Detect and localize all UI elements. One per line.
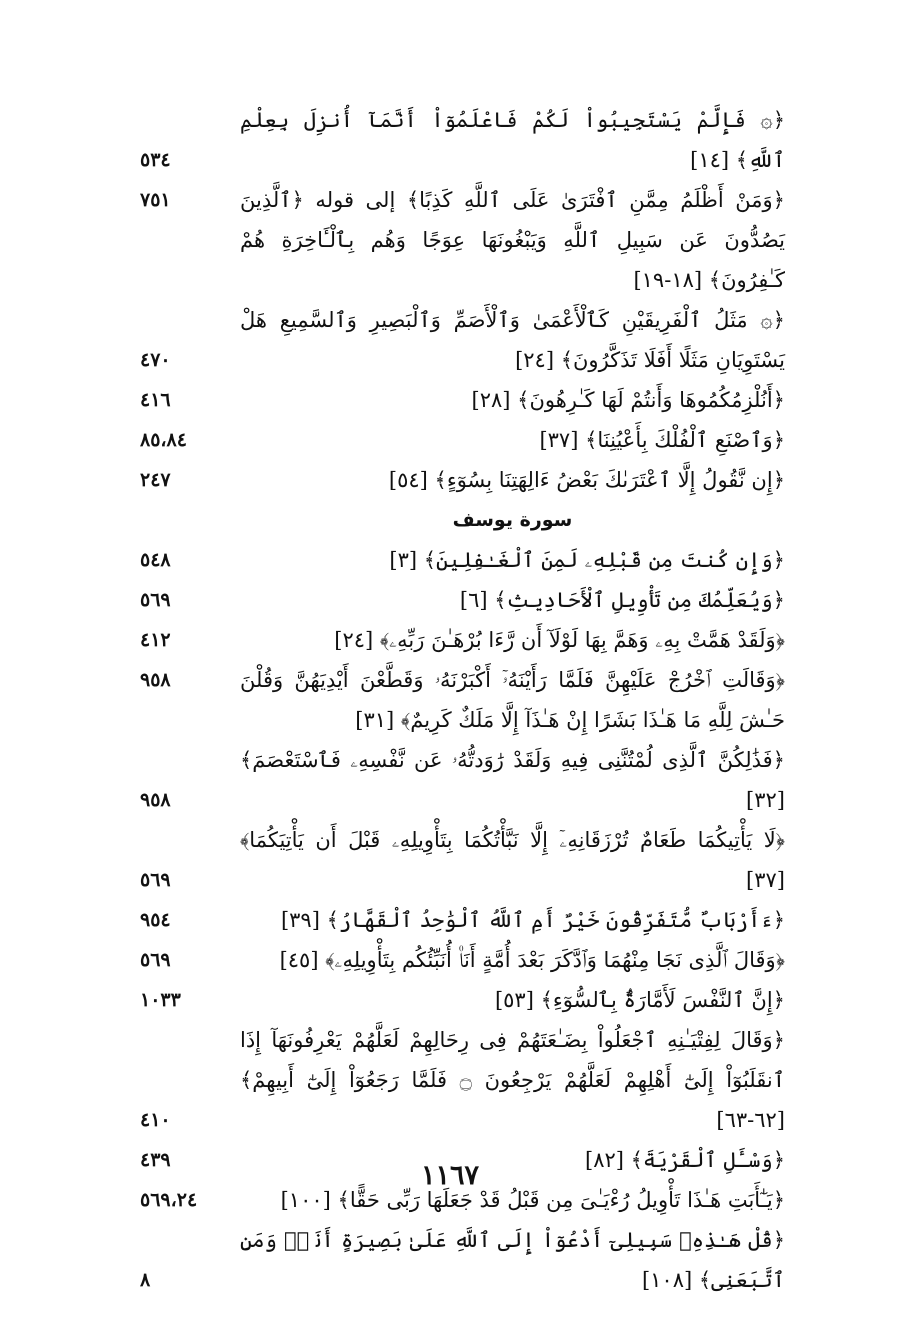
verse-text: ﴿وَقَالَتِ ٱخْرُجْ عَلَيْهِنَّ فَلَمَّا رَأَيْنَهُۥٓ أَكْبَرْنَهُۥ وَقَطَّعْنَ أَيْدِيَهُنَّ وَقُلْنَ حَـٰشَ لِلَّهِ مَا هَـٰذَا بَشَرًا إِنْ هَـٰذَآ إِلَّا مَلَكٌ كَرِيمٌ﴾ [٣١] xyxy=(240,668,785,732)
verse-entry xyxy=(140,460,785,500)
verse-text: ﴿فَذَٰلِكُنَّ ٱلَّذِى لُمْتُنَّنِى فِيهِ وَلَقَدْ رَٰوَدتُّهُۥ عَن نَّفْسِهِۦ فَٱسْتَعْصَمَ﴾ [٣٢] xyxy=(240,748,785,812)
page-reference: ٥٦٩ xyxy=(140,589,171,611)
verse-text: ﴿وَسْـَٔلِ ٱلْقَرْيَةَ﴾ [٨٢] xyxy=(585,1148,785,1172)
verse-text: ﴿أَنُلْزِمُكُمُوهَا وَأَنتُمْ لَهَا كَـٰرِهُونَ﴾ [٢٨] xyxy=(471,388,785,412)
page-reference: ٨٥،٨٤ xyxy=(140,429,187,451)
verse-entry xyxy=(140,940,785,980)
verse-text: ﴿يَـٰٓأَبَتِ هَـٰذَا تَأْوِيلُ رُءْيَـٰىَ مِن قَبْلُ قَدْ جَعَلَهَا رَبِّى حَقًّا﴾ [١٠٠] xyxy=(280,1188,785,1212)
page-reference: ٥٦٩ xyxy=(140,949,171,971)
verse-text: ﴿قُلْ هَـٰذِهِۦ سَبِيلِىٓ أَدْعُوٓاْ إِلَى ٱللَّهِ عَلَىٰ بَصِيرَةٍ أَنَا۠ وَمَنِ ٱتَّبَعَنِى﴾ [١٠٨] xyxy=(240,1228,785,1292)
verse-text: ﴿وَقَالَ ٱلَّذِى نَجَا مِنْهُمَا وَٱدَّكَرَ بَعْدَ أُمَّةٍ أَنَا۠ أُنَبِّئُكُم بِتَأْوِيلِهِۦ﴾ [٤٥] xyxy=(279,948,785,972)
verse-entry xyxy=(140,180,785,300)
verse-entry xyxy=(140,420,785,460)
page-reference: ٩٥٨ xyxy=(140,789,171,811)
verse-text: ﴿وَإِن كُنتَ مِن قَبْلِهِۦ لَمِنَ ٱلْغَـٰفِلِينَ﴾ [٣] xyxy=(389,548,785,572)
verse-text: ﴿وَٱصْنَعِ ٱلْفُلْكَ بِأَعْيُنِنَا﴾ [٣٧] xyxy=(539,428,785,452)
verse-text: ﴿ءَأَرْبَابٌ مُّتَفَرِّقُونَ خَيْرٌ أَمِ ٱللَّهُ ٱلْوَٰحِدُ ٱلْقَهَّارُ﴾ [٣٩] xyxy=(280,908,785,932)
verse-index-list xyxy=(140,100,785,1300)
verse-entry xyxy=(140,300,785,380)
verse-entry xyxy=(140,980,785,1020)
verse-entry xyxy=(140,900,785,940)
verse-text: ﴿وَمَنْ أَظْلَمُ مِمَّنِ ٱفْتَرَىٰ عَلَى ٱللَّهِ كَذِبًا﴾ إلى قوله ﴿ٱلَّذِينَ يَصُدُّونَ عَن سَبِيلِ ٱللَّهِ وَيَبْغُونَهَا عِوَجًا وَهُم بِٱلْـَٔاخِرَةِ هُمْ كَـٰفِرُونَ﴾ [١٨-١٩] xyxy=(240,188,785,292)
verse-entry xyxy=(140,660,785,740)
page-reference: ٥٦٩ xyxy=(140,869,171,891)
verse-text: ﴿وَلَقَدْ هَمَّتْ بِهِۦ وَهَمَّ بِهَا لَوْلَآ أَن رَّءَا بُرْهَـٰنَ رَبِّهِۦ﴾ [٢٤] xyxy=(334,628,785,652)
page-reference: ٧٥١ xyxy=(140,189,171,211)
page-reference: ٤١٠ xyxy=(140,1109,171,1131)
page-reference: ٤٧٠ xyxy=(140,349,171,371)
page-reference: ٥٤٨ xyxy=(140,549,171,571)
verse-entry xyxy=(140,540,785,580)
page-reference: ٥٣٤ xyxy=(140,149,171,171)
verse-entry xyxy=(140,620,785,660)
page-reference: ٩٥٨ xyxy=(140,669,171,691)
verse-entry xyxy=(140,580,785,620)
verse-text: ﴿وَقَالَ لِفِتْيَـٰنِهِ ٱجْعَلُواْ بِضَـٰعَتَهُمْ فِى رِحَالِهِمْ لَعَلَّهُمْ يَعْرِفُونَهَآ إِذَا ٱنقَلَبُوٓاْ إِلَىٰٓ أَهْلِهِمْ لَعَلَّهُمْ يَرْجِعُونَ ۝ فَلَمَّا رَجَعُوٓاْ إِلَىٰٓ أَبِيهِمْ﴾ [٦٢-٦٣] xyxy=(240,1028,785,1132)
page-reference: ٨ xyxy=(140,1269,151,1291)
verse-text: ﴿۞ مَثَلُ ٱلْفَرِيقَيْنِ كَٱلْأَعْمَىٰ وَٱلْأَصَمِّ وَٱلْبَصِيرِ وَٱلسَّمِيعِ هَلْ يَسْتَوِيَانِ مَثَلًا أَفَلَا تَذَكَّرُونَ﴾ [٢٤] xyxy=(240,308,785,372)
verse-text: ﴿وَيُعَلِّمُكَ مِن تَأْوِيلِ ٱلْأَحَادِيثِ﴾ [٦] xyxy=(459,588,785,612)
verse-text: ﴿إِن نَّقُولُ إِلَّا ٱعْتَرَىٰكَ بَعْضُ ءَالِهَتِنَا بِسُوٓءٍ﴾ [٥٤] xyxy=(388,468,785,492)
verse-entry xyxy=(140,740,785,820)
verse-entry xyxy=(140,820,785,900)
page-reference: ٤٣٩ xyxy=(140,1149,171,1171)
verse-entry xyxy=(140,1220,785,1300)
verse-entry xyxy=(140,100,785,180)
surah-heading: سورة يوسف xyxy=(452,509,573,531)
page-reference: ١٠٣٣ xyxy=(140,989,181,1011)
verse-entry xyxy=(140,1020,785,1140)
page-reference: ٥٦٩،٢٤ xyxy=(140,1189,198,1211)
page-reference: ٩٥٤ xyxy=(140,909,171,931)
page-number: ١١٦٧ xyxy=(420,1160,479,1191)
verse-entry xyxy=(140,380,785,420)
page-reference: ٤١٢ xyxy=(140,629,171,651)
surah-heading-row xyxy=(140,500,785,540)
page-reference: ٢٤٧ xyxy=(140,469,171,491)
page-reference: ٤١٦ xyxy=(140,389,171,411)
verse-text: ﴿۞ فَإِلَّمْ يَسْتَجِيبُواْ لَكُمْ فَاعْلَمُوٓاْ أَنَّمَآ أُنزِلَ بِعِلْمِ ٱللَّهِ﴾ [١٤] xyxy=(240,108,785,172)
verse-text: ﴿إِنَّ ٱلنَّفْسَ لَأَمَّارَةٌۢ بِٱلسُّوٓءِ﴾ [٥٣] xyxy=(494,988,785,1012)
verse-text: ﴿لَا يَأْتِيكُمَا طَعَامٌ تُرْزَقَانِهِۦٓ إِلَّا نَبَّأْتُكُمَا بِتَأْوِيلِهِۦ قَبْلَ أَن يَأْتِيَكُمَا﴾ [٣٧] xyxy=(240,828,785,892)
